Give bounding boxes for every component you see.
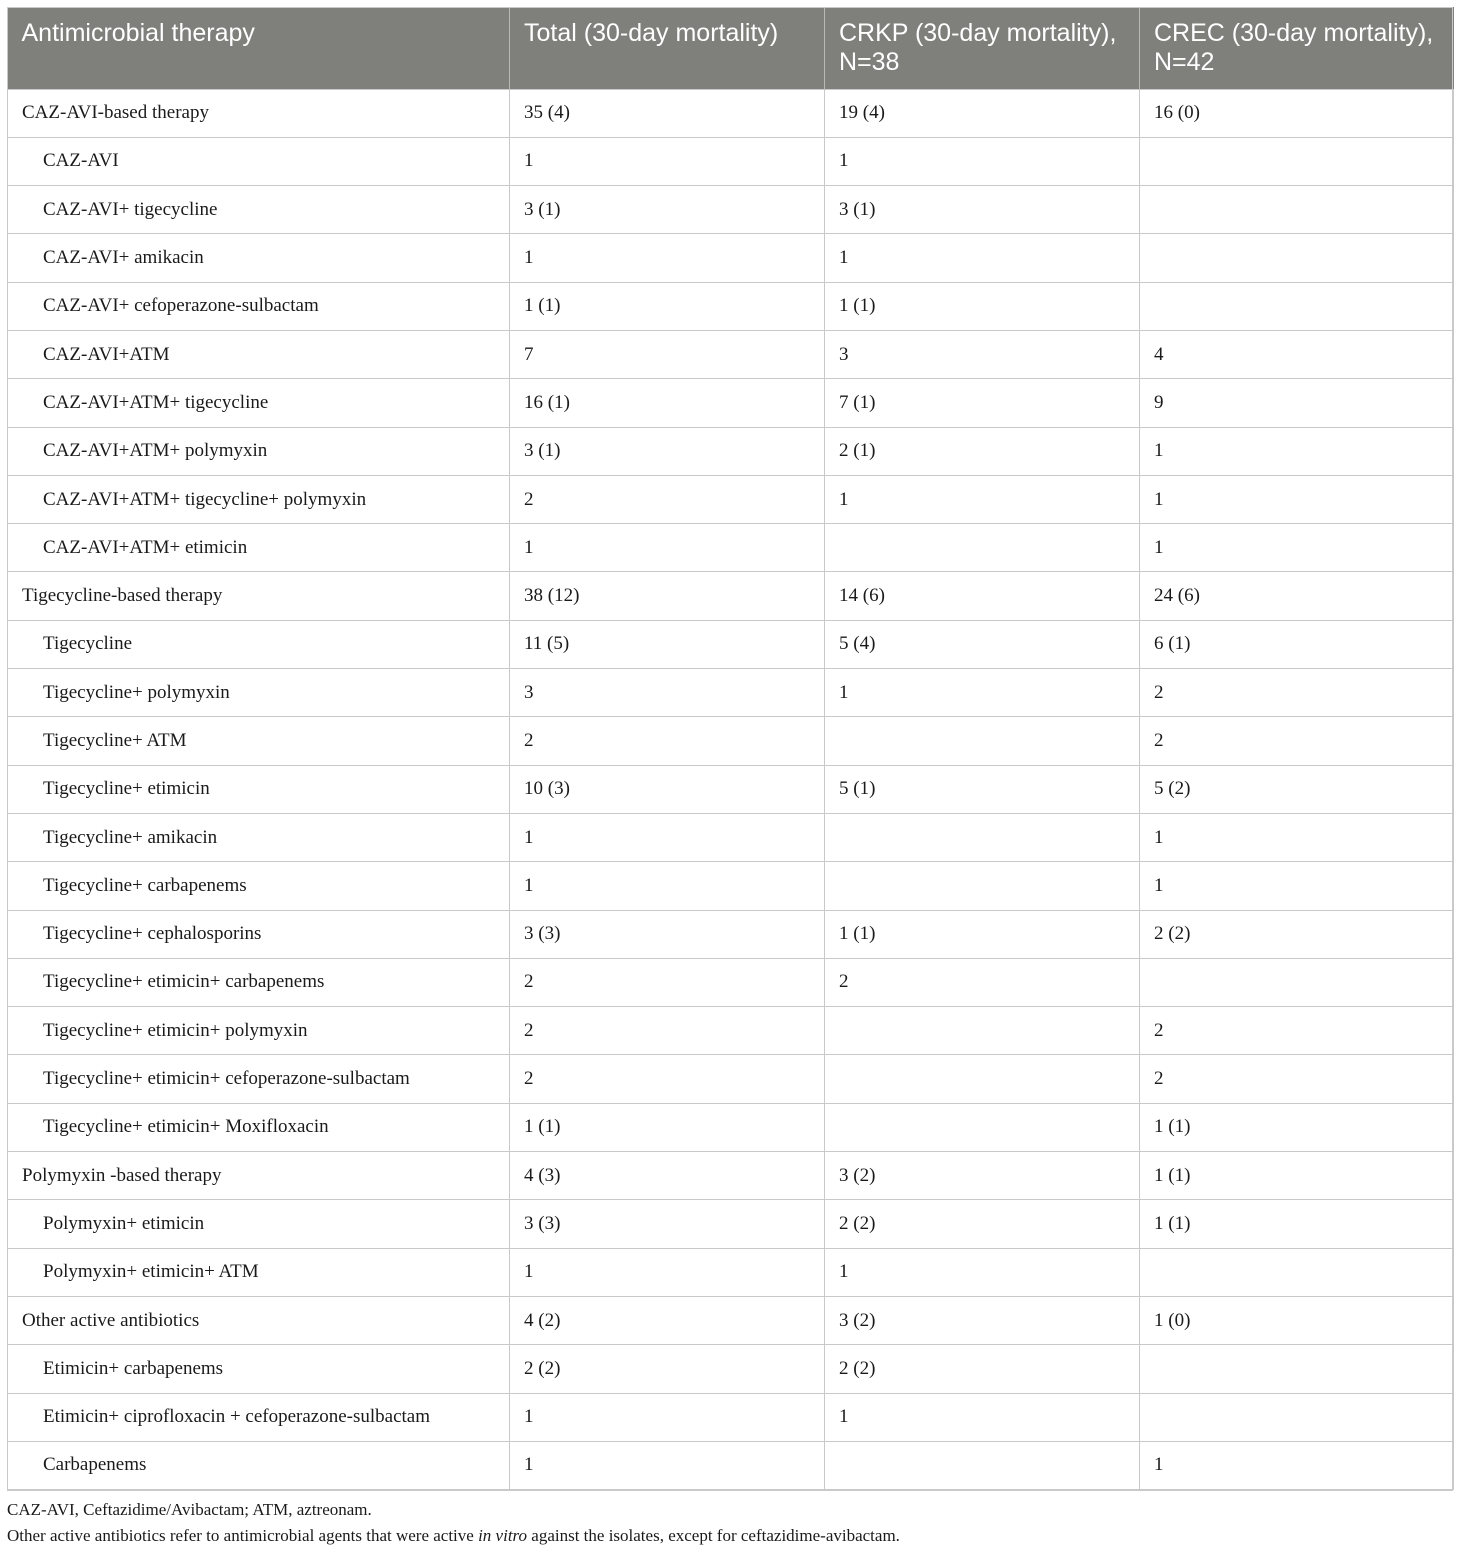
cell-total: 3 (3)	[510, 910, 825, 958]
cell-crkp: 1	[825, 234, 1140, 282]
cell-therapy: Tigecycline-based therapy	[8, 572, 510, 620]
cell-crkp: 1	[825, 1248, 1140, 1296]
cell-therapy: CAZ-AVI	[8, 137, 510, 185]
cell-therapy: Tigecycline+ etimicin+ polymyxin	[8, 1007, 510, 1055]
table-row	[8, 186, 1454, 234]
cell-crec: 4	[1140, 330, 1454, 378]
mortality-table	[7, 7, 1454, 1490]
cell-crec	[1140, 186, 1454, 234]
cell-total: 1	[510, 524, 825, 572]
table-row	[8, 330, 1454, 378]
cell-crec	[1140, 234, 1454, 282]
cell-therapy: CAZ-AVI+ATM	[8, 330, 510, 378]
cell-crec: 1	[1140, 475, 1454, 523]
footnote-note-italic: in vitro	[478, 1526, 528, 1545]
cell-crkp	[825, 862, 1140, 910]
table-row	[8, 427, 1454, 475]
cell-therapy: Polymyxin -based therapy	[8, 1152, 510, 1200]
cell-crec: 9	[1140, 379, 1454, 427]
cell-total: 2	[510, 717, 825, 765]
cell-therapy: Tigecycline+ etimicin	[8, 765, 510, 813]
table-row	[8, 137, 1454, 185]
cell-crec: 1 (0)	[1140, 1296, 1454, 1344]
cell-therapy: Tigecycline+ amikacin	[8, 813, 510, 861]
cell-total: 1	[510, 862, 825, 910]
cell-total: 2	[510, 958, 825, 1006]
cell-crkp: 1	[825, 669, 1140, 717]
cell-therapy: CAZ-AVI-based therapy	[8, 89, 510, 137]
cell-crec: 2	[1140, 1007, 1454, 1055]
cell-crkp: 2 (2)	[825, 1200, 1140, 1248]
footnotes	[7, 1497, 1453, 1549]
cell-crkp: 1 (1)	[825, 910, 1140, 958]
cell-crkp: 2 (2)	[825, 1345, 1140, 1393]
cell-crec: 24 (6)	[1140, 572, 1454, 620]
cell-therapy: CAZ-AVI+ tigecycline	[8, 186, 510, 234]
footnote-abbreviations: CAZ-AVI, Ceftazidime/Avibactam; ATM, aztreonam.	[7, 1500, 372, 1519]
cell-therapy: Tigecycline+ cephalosporins	[8, 910, 510, 958]
cell-total: 16 (1)	[510, 379, 825, 427]
cell-crkp	[825, 813, 1140, 861]
cell-crkp: 1	[825, 1393, 1140, 1441]
cell-total: 10 (3)	[510, 765, 825, 813]
cell-crec: 1	[1140, 524, 1454, 572]
cell-crkp: 5 (4)	[825, 620, 1140, 668]
table-row	[8, 1248, 1454, 1296]
cell-total: 2	[510, 1055, 825, 1103]
cell-total: 2	[510, 1007, 825, 1055]
cell-crec: 1 (1)	[1140, 1103, 1454, 1151]
cell-total: 7	[510, 330, 825, 378]
table-row	[8, 910, 1454, 958]
table-group-row	[8, 1296, 1454, 1344]
cell-therapy: Tigecycline+ etimicin+ carbapenems	[8, 958, 510, 1006]
table-row	[8, 234, 1454, 282]
cell-crec: 1	[1140, 813, 1454, 861]
cell-total: 1 (1)	[510, 282, 825, 330]
cell-crkp	[825, 1441, 1140, 1489]
cell-crec: 5 (2)	[1140, 765, 1454, 813]
table-row	[8, 669, 1454, 717]
table-row	[8, 1103, 1454, 1151]
table-row	[8, 862, 1454, 910]
cell-total: 11 (5)	[510, 620, 825, 668]
cell-therapy: Tigecycline+ etimicin+ cefoperazone-sulbactam	[8, 1055, 510, 1103]
cell-crkp: 3 (1)	[825, 186, 1140, 234]
cell-therapy: Tigecycline+ carbapenems	[8, 862, 510, 910]
table-row	[8, 1345, 1454, 1393]
cell-total: 1	[510, 813, 825, 861]
cell-total: 2	[510, 475, 825, 523]
cell-crec	[1140, 1393, 1454, 1441]
cell-therapy: Tigecycline+ ATM	[8, 717, 510, 765]
cell-total: 2 (2)	[510, 1345, 825, 1393]
cell-total: 1	[510, 234, 825, 282]
cell-total: 3 (1)	[510, 427, 825, 475]
cell-therapy: Etimicin+ carbapenems	[8, 1345, 510, 1393]
table-row	[8, 1441, 1454, 1489]
cell-crec: 2 (2)	[1140, 910, 1454, 958]
cell-total: 1 (1)	[510, 1103, 825, 1151]
table-row	[8, 620, 1454, 668]
cell-therapy: CAZ-AVI+ amikacin	[8, 234, 510, 282]
cell-crkp	[825, 524, 1140, 572]
cell-total: 3	[510, 669, 825, 717]
table-row	[8, 1055, 1454, 1103]
cell-crkp	[825, 717, 1140, 765]
cell-total: 3 (3)	[510, 1200, 825, 1248]
table-row	[8, 1393, 1454, 1441]
table-row	[8, 379, 1454, 427]
cell-crec: 1 (1)	[1140, 1152, 1454, 1200]
cell-crkp: 3 (2)	[825, 1296, 1140, 1344]
footnote-note-start: Other active antibiotics refer to antimicrobial agents that were active	[7, 1526, 479, 1545]
cell-crec: 1 (1)	[1140, 1200, 1454, 1248]
footnote-note	[7, 1523, 1453, 1549]
table-row	[8, 813, 1454, 861]
header-crkp: CRKP (30-day mortality), N=38	[825, 7, 1140, 89]
table-group-row	[8, 1152, 1454, 1200]
cell-therapy: Polymyxin+ etimicin+ ATM	[8, 1248, 510, 1296]
table-group-row	[8, 572, 1454, 620]
cell-crkp: 7 (1)	[825, 379, 1140, 427]
table-row	[8, 1007, 1454, 1055]
footnote-note-end: against the isolates, except for ceftazidime-avibactam.	[527, 1526, 900, 1545]
cell-total: 4 (2)	[510, 1296, 825, 1344]
cell-therapy: CAZ-AVI+ATM+ polymyxin	[8, 427, 510, 475]
cell-therapy: CAZ-AVI+ cefoperazone-sulbactam	[8, 282, 510, 330]
cell-crkp	[825, 1007, 1140, 1055]
cell-total: 1	[510, 1441, 825, 1489]
cell-crkp: 1	[825, 137, 1140, 185]
cell-crec: 1	[1140, 427, 1454, 475]
cell-crkp: 1 (1)	[825, 282, 1140, 330]
header-therapy: Antimicrobial therapy	[8, 7, 510, 89]
cell-crec: 1	[1140, 862, 1454, 910]
table-body	[8, 89, 1454, 1490]
cell-therapy: Polymyxin+ etimicin	[8, 1200, 510, 1248]
cell-crec	[1140, 282, 1454, 330]
header-crec: CREC (30-day mortality), N=42	[1154, 19, 1434, 76]
table-row	[8, 717, 1454, 765]
cell-total: 1	[510, 1393, 825, 1441]
cell-therapy: Tigecycline+ polymyxin	[8, 669, 510, 717]
cell-total: 1	[510, 1248, 825, 1296]
table-row	[8, 524, 1454, 572]
cell-crkp: 2 (1)	[825, 427, 1140, 475]
cell-crkp	[825, 1103, 1140, 1151]
cell-crkp: 5 (1)	[825, 765, 1140, 813]
table-header	[8, 7, 1454, 89]
cell-crec: 1	[1140, 1441, 1454, 1489]
cell-therapy: Tigecycline	[8, 620, 510, 668]
cell-crkp	[825, 1055, 1140, 1103]
header-total: Total (30-day mortality)	[510, 7, 825, 89]
cell-crec: 2	[1140, 669, 1454, 717]
table-row	[8, 765, 1454, 813]
cell-crec: 2	[1140, 717, 1454, 765]
cell-total: 35 (4)	[510, 89, 825, 137]
table-row	[8, 282, 1454, 330]
cell-crkp: 14 (6)	[825, 572, 1140, 620]
cell-therapy: CAZ-AVI+ATM+ tigecycline	[8, 379, 510, 427]
cell-crec: 6 (1)	[1140, 620, 1454, 668]
table-row	[8, 475, 1454, 523]
cell-total: 38 (12)	[510, 572, 825, 620]
cell-crkp: 19 (4)	[825, 89, 1140, 137]
cell-total: 4 (3)	[510, 1152, 825, 1200]
cell-crkp: 3 (2)	[825, 1152, 1140, 1200]
cell-therapy: CAZ-AVI+ATM+ tigecycline+ polymyxin	[8, 475, 510, 523]
cell-therapy: Etimicin+ ciprofloxacin + cefoperazone-sulbactam	[8, 1393, 510, 1441]
cell-crec	[1140, 958, 1454, 1006]
cell-crec: 16 (0)	[1140, 89, 1454, 137]
cell-therapy: Carbapenems	[8, 1441, 510, 1489]
cell-crec: 2	[1140, 1055, 1454, 1103]
cell-crec	[1140, 1345, 1454, 1393]
cell-total: 1	[510, 137, 825, 185]
cell-crec	[1140, 137, 1454, 185]
cell-therapy: Other active antibiotics	[8, 1296, 510, 1344]
table-group-row	[8, 89, 1454, 137]
table-row	[8, 1200, 1454, 1248]
cell-crkp: 1	[825, 475, 1140, 523]
cell-therapy: Tigecycline+ etimicin+ Moxifloxacin	[8, 1103, 510, 1151]
cell-crkp: 3	[825, 330, 1140, 378]
cell-therapy: CAZ-AVI+ATM+ etimicin	[8, 524, 510, 572]
cell-crkp: 2	[825, 958, 1140, 1006]
table-row	[8, 958, 1454, 1006]
cell-crec	[1140, 1248, 1454, 1296]
cell-total: 3 (1)	[510, 186, 825, 234]
header-row	[8, 7, 1454, 89]
